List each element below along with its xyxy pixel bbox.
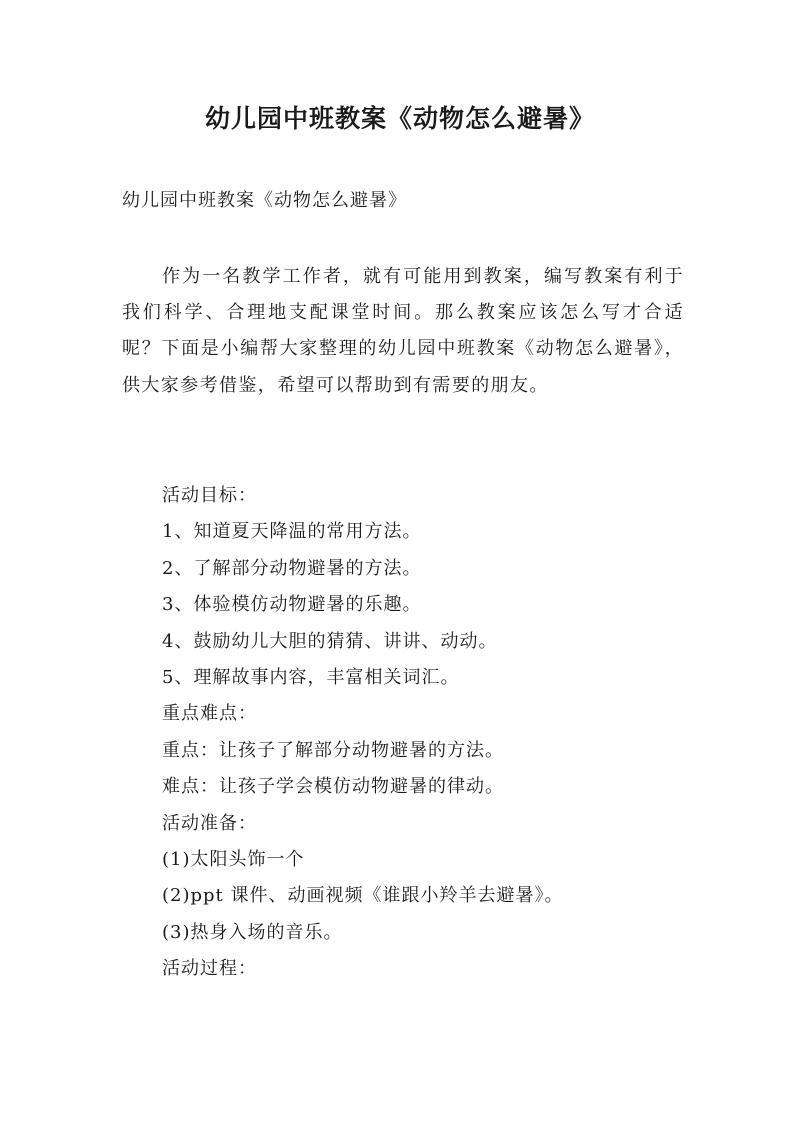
section-heading-preparation: 活动准备： <box>162 812 257 834</box>
document-subtitle: 幼儿园中班教案《动物怎么避暑》 <box>122 190 407 211</box>
section-heading-process: 活动过程： <box>162 958 257 980</box>
content-lines <box>162 478 564 988</box>
document-title: 幼儿园中班教案《动物怎么避暑》 <box>204 104 595 133</box>
preparation-item: (3)热身入场的音乐。 <box>162 921 343 943</box>
goal-item: 5、理解故事内容，丰富相关词汇。 <box>162 667 460 689</box>
preparation-item: (1)太阳头饰一个 <box>162 849 305 871</box>
section-heading-key-points: 重点难点： <box>162 703 257 725</box>
section-heading-goals: 活动目标： <box>162 485 257 506</box>
intro-paragraph: 作为一名教学工作者，就有可能用到教案，编写教案有利于我们科学、合理地支配课堂时间。那么教案应该怎么写才合适呢？下面是小编帮大家整理的幼儿园中班教案《动物怎么避暑》，供大家参考借鉴，希望可以帮助到有需要的朋友。 <box>122 266 684 396</box>
key-point-item: 重点：让孩子了解部分动物避暑的方法。 <box>162 739 504 761</box>
preparation-item: (2)ppt 课件、动画视频《谁跟小羚羊去避暑》。 <box>162 885 564 907</box>
difficult-point-item: 难点：让孩子学会模仿动物避暑的律动。 <box>162 776 504 798</box>
goal-item: 1、知道夏天降温的常用方法。 <box>162 521 422 543</box>
goal-item: 2、了解部分动物避暑的方法。 <box>162 557 422 579</box>
goal-item: 4、鼓励幼儿大胆的猜猜、讲讲、动动。 <box>162 630 498 652</box>
goal-item: 3、体验模仿动物避暑的乐趣。 <box>162 594 422 616</box>
